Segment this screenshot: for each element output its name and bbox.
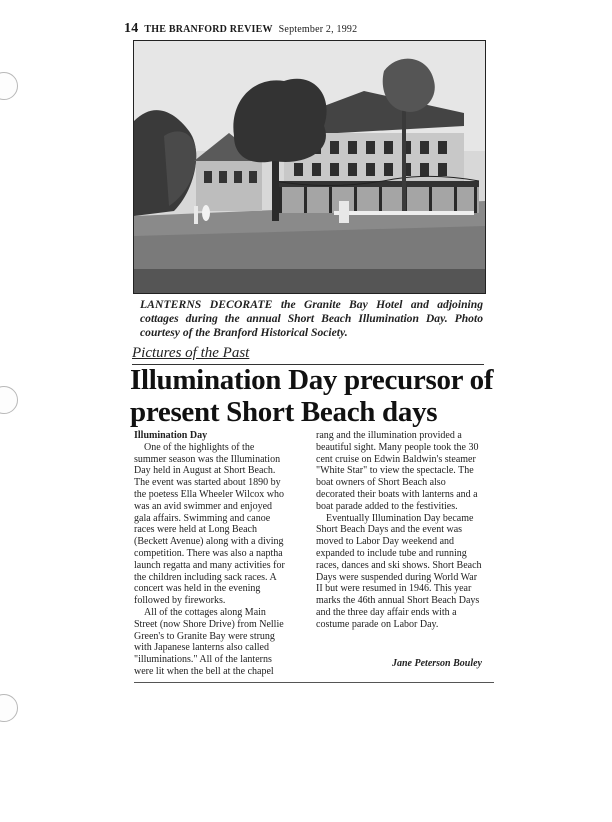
binder-hole-top bbox=[0, 72, 18, 100]
article-column-2 bbox=[316, 430, 486, 631]
caption-lead: LANTERNS DECORATE bbox=[140, 298, 273, 311]
hotel-photo-illustration bbox=[134, 41, 485, 293]
hotel-photo bbox=[133, 40, 486, 294]
column2-paragraph-1: rang and the illumination provided a beautiful sight. Many people took the 30 cent cruise on Edwin Baldwin's steamer "White Star" to view the spectacle. The boat owners of Short Beach also decorated their boats with lanterns and a boat parade added to the festivities. bbox=[316, 430, 479, 512]
article-headline: Illumination Day precursor of present Short Beach days bbox=[130, 364, 494, 428]
article-byline: Jane Peterson Bouley bbox=[392, 658, 482, 669]
article-column-1 bbox=[134, 430, 287, 678]
newspaper-name: THE BRANFORD REVIEW bbox=[144, 24, 273, 35]
binder-hole-bottom bbox=[0, 694, 18, 722]
issue-date: September 2, 1992 bbox=[278, 24, 358, 35]
column1-paragraph-1: One of the highlights of the summer season was the Illumination Day held in August at Short Beach. The event was started about 1890 by the poetess Ella Wheeler Wilcox who was an avid swimmer and enjoyed gala affairs. Swimming and canoe races were held at Long Beach (Beckett Avenue) along with a diving competition. There was also a naptha launch regatta and many activities for the children including sack races. A concert was held in the evening followed by fireworks. bbox=[134, 441, 285, 607]
page-number: 14 bbox=[124, 21, 139, 36]
article-subhead: Illumination Day bbox=[134, 430, 208, 441]
column1-paragraph-2: All of the cottages along Main Street (now Shore Drive) from Nellie Green's to Granite Bay were strung with Japanese lanterns also called "illuminations." All of the lanterns were lit when the bell at the chapel bbox=[134, 606, 284, 677]
section-kicker: Pictures of the Past bbox=[132, 345, 250, 361]
binder-hole-middle bbox=[0, 386, 18, 414]
masthead bbox=[124, 21, 357, 37]
caption-text: the Granite Bay Hotel and adjoining cottages during the annual Short Beach Illumination Day. Photo courtesy of the Branford Historical Society. bbox=[140, 298, 483, 339]
bottom-rule bbox=[134, 682, 494, 683]
column2-paragraph-2: Eventually Illumination Day became Short Beach Days and the event was moved to Labor Day weekend and expanded to include tube and running races, dances and ski shows. Short Beach Days were suspended during World War II but were resumed in 1946. This year marks the 46th annual Short Beach Days and the three day affair ends with a costume parade on Labor Day. bbox=[316, 512, 482, 630]
photo-caption bbox=[140, 298, 483, 340]
